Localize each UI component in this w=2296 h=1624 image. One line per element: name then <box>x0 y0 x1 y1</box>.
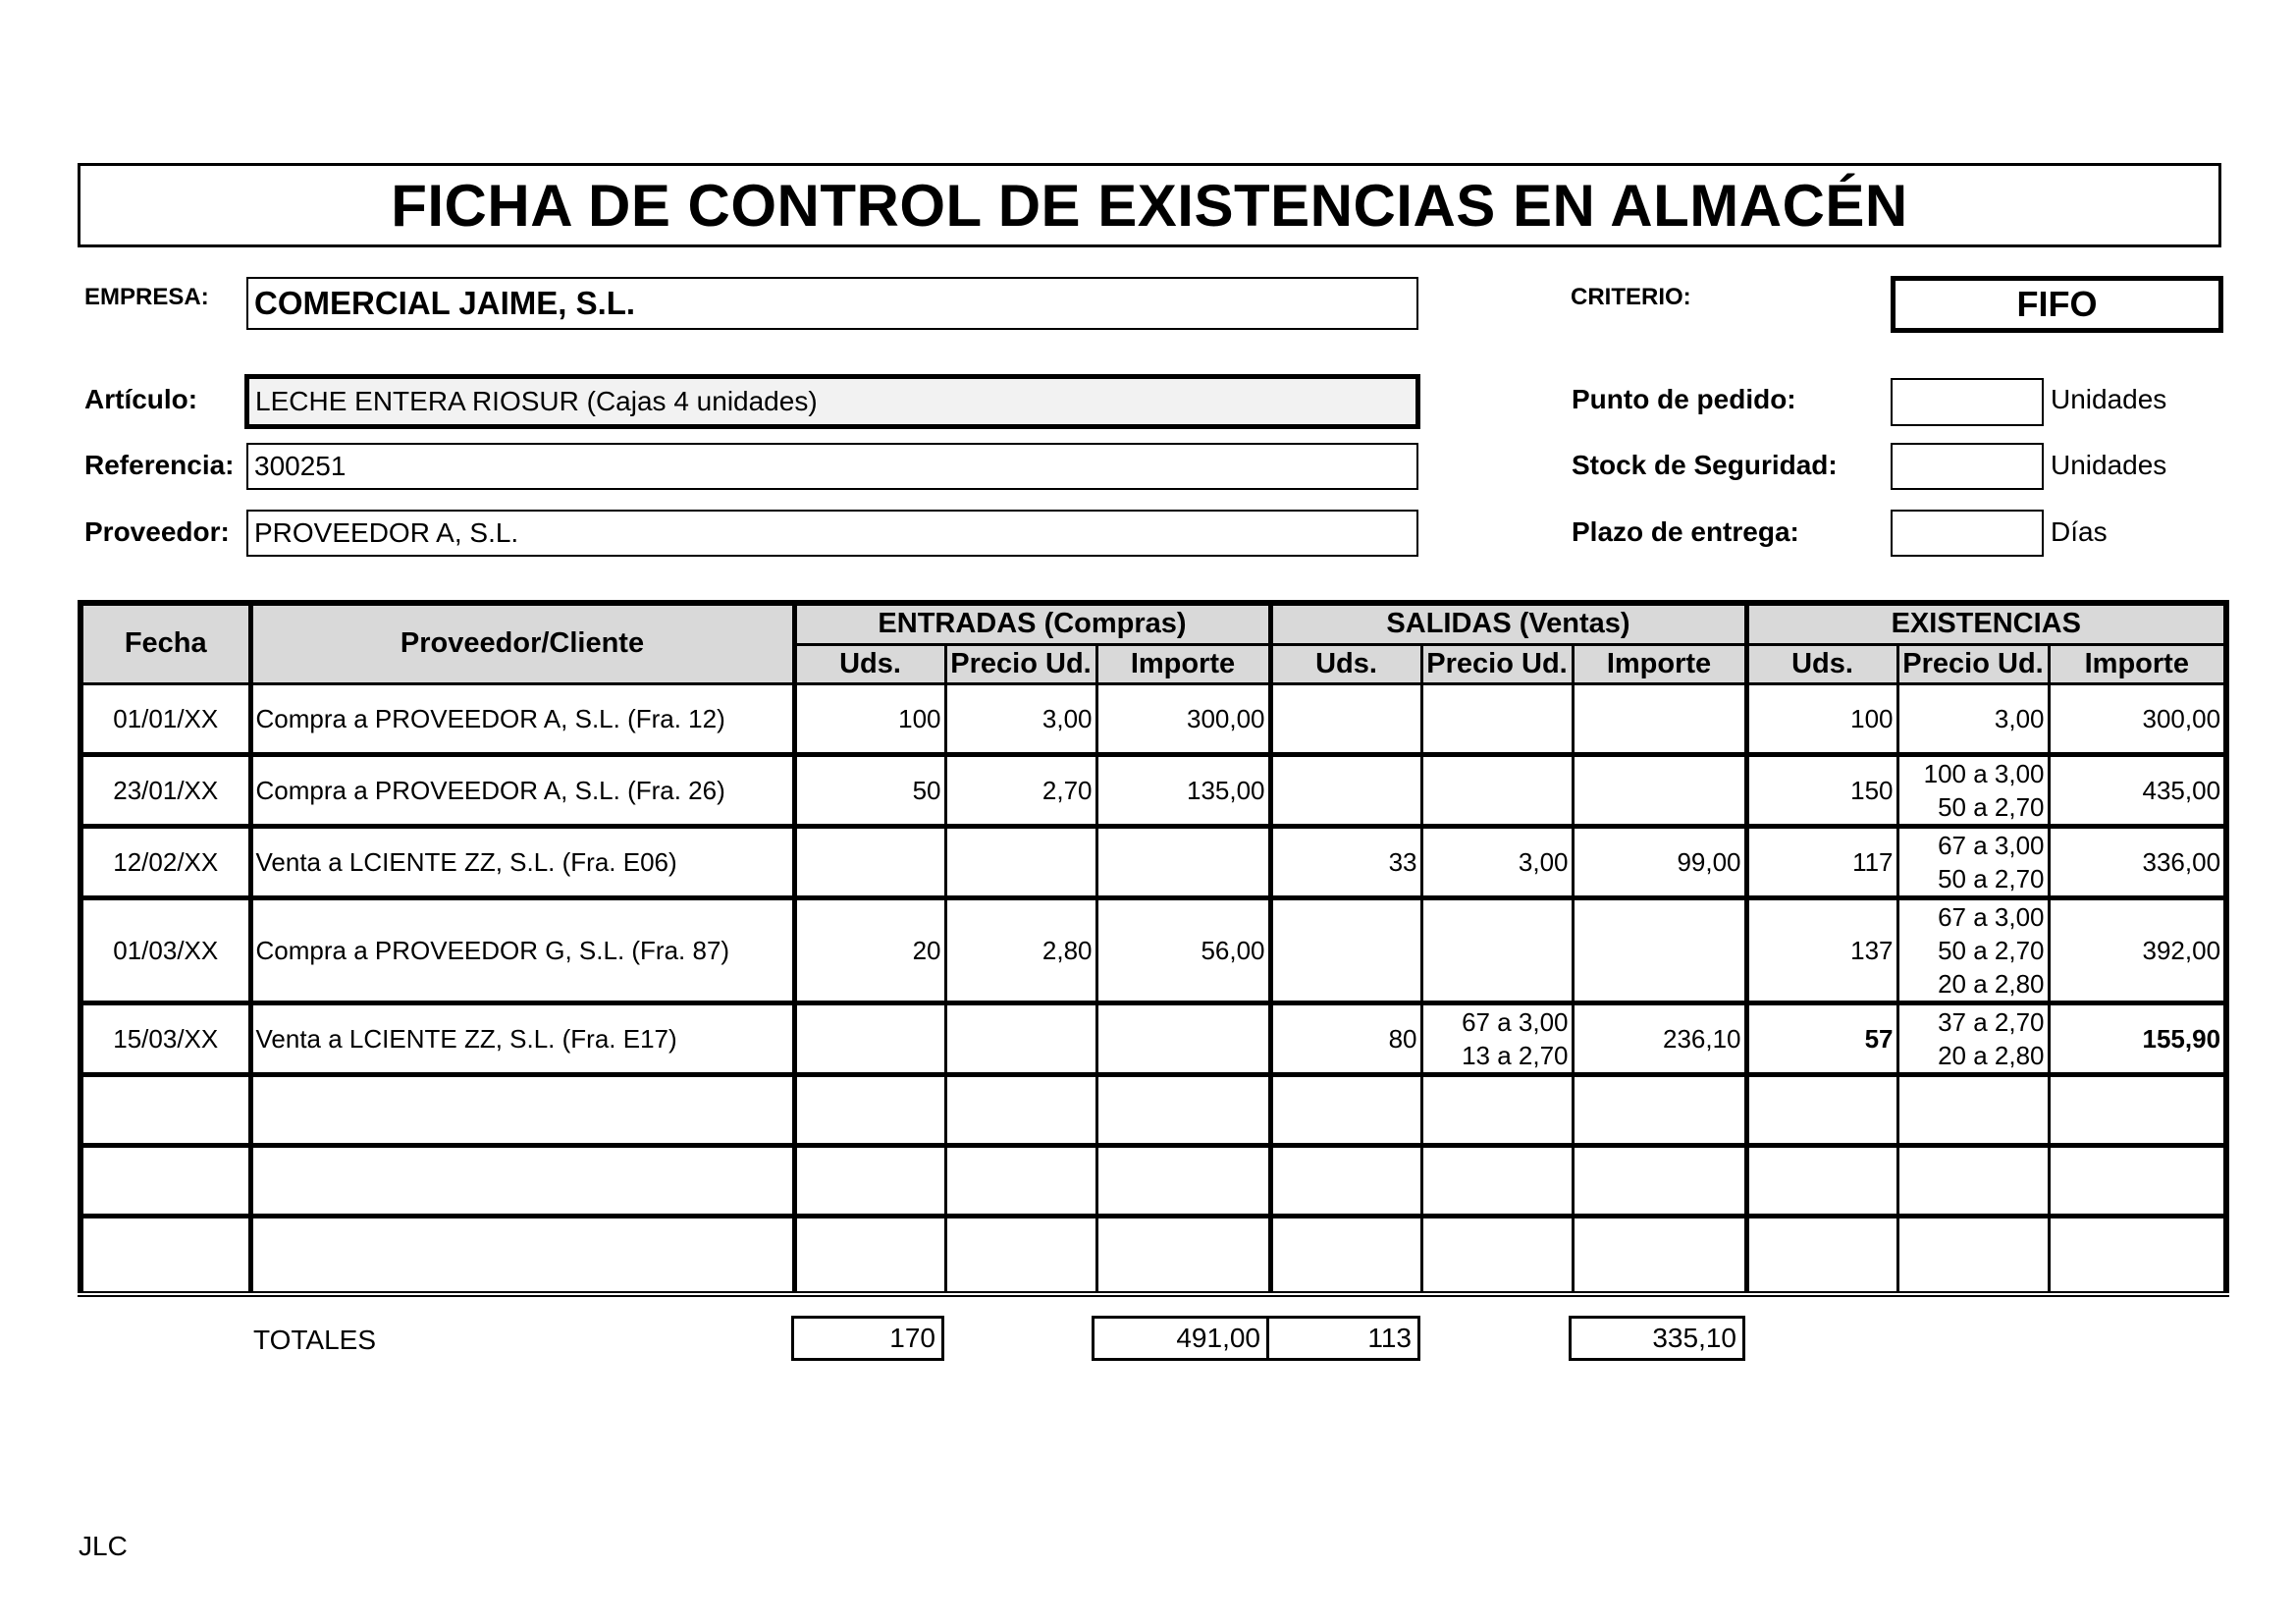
entradas-uds-cell: 50 <box>794 754 945 826</box>
total-entradas-importe: 491,00 <box>1092 1316 1269 1361</box>
header-fecha: Fecha <box>80 603 250 683</box>
entradas-precio-cell <box>945 1002 1096 1074</box>
stock-seguridad-field[interactable] <box>1891 443 2044 490</box>
stock-seguridad-label: Stock de Seguridad: <box>1572 450 1838 480</box>
header-existencias: EXISTENCIAS <box>1746 603 2226 644</box>
entradas-uds-cell: 20 <box>794 897 945 1002</box>
table-body <box>80 683 2226 1294</box>
entradas-uds-cell <box>794 1074 945 1145</box>
entradas-uds-cell <box>794 1216 945 1294</box>
salidas-importe-cell <box>1573 1145 1746 1216</box>
salidas-precio-cell <box>1421 897 1573 1002</box>
plazo-entrega-unit: Días <box>2051 516 2108 547</box>
entradas-importe-cell <box>1096 826 1270 897</box>
table-row-empty <box>80 1074 2226 1145</box>
fecha-cell <box>80 1145 250 1216</box>
proveedor-field[interactable]: PROVEEDOR A, S.L. <box>246 510 1418 557</box>
proveedor-label: Proveedor: <box>84 516 230 547</box>
existencias-precio-cell <box>1897 1145 2049 1216</box>
salidas-precio-cell <box>1421 754 1573 826</box>
entradas-precio-cell: 2,70 <box>945 754 1096 826</box>
articulo-label: Artículo: <box>84 384 198 414</box>
total-salidas-uds: 113 <box>1266 1316 1420 1361</box>
entradas-uds-cell <box>794 1145 945 1216</box>
stock-seguridad-unit: Unidades <box>2051 450 2167 480</box>
salidas-precio-cell <box>1421 683 1573 754</box>
header-proveedor-cliente: Proveedor/Cliente <box>250 603 794 683</box>
table-row <box>80 897 2226 1002</box>
entradas-importe-cell <box>1096 1216 1270 1294</box>
concepto-cell <box>250 1074 794 1145</box>
salidas-importe-cell <box>1573 754 1746 826</box>
existencias-uds-cell: 57 <box>1746 1002 1897 1074</box>
header-ent-importe: Importe <box>1096 644 1270 683</box>
total-salidas-importe: 335,10 <box>1569 1316 1745 1361</box>
existencias-importe-cell: 336,00 <box>2049 826 2226 897</box>
table-row <box>80 754 2226 826</box>
fecha-cell <box>80 1074 250 1145</box>
entradas-importe-cell <box>1096 1002 1270 1074</box>
existencias-uds-cell: 117 <box>1746 826 1897 897</box>
precio-line: 37 a 2,70 <box>1938 1006 2045 1037</box>
existencias-importe-cell: 392,00 <box>2049 897 2226 1002</box>
referencia-field[interactable]: 300251 <box>246 443 1418 490</box>
entradas-uds-cell: 100 <box>794 683 945 754</box>
existencias-importe-cell <box>2049 1074 2226 1145</box>
header-ent-uds: Uds. <box>794 644 945 683</box>
header-entradas: ENTRADAS (Compras) <box>794 603 1270 644</box>
existencias-table <box>78 600 2229 1297</box>
entradas-precio-cell <box>945 826 1096 897</box>
entradas-precio-cell: 2,80 <box>945 897 1096 1002</box>
header-sal-precio: Precio Ud. <box>1421 644 1573 683</box>
existencias-uds-cell <box>1746 1216 1897 1294</box>
precio-line: 67 a 3,00 <box>1462 1006 1569 1037</box>
precio-line: 100 a 3,00 <box>1923 758 2045 788</box>
existencias-uds-cell: 100 <box>1746 683 1897 754</box>
precio-line: 13 a 2,70 <box>1462 1040 1569 1070</box>
salidas-precio-cell <box>1421 1002 1573 1074</box>
salidas-importe-cell <box>1573 1074 1746 1145</box>
salidas-importe-cell <box>1573 683 1746 754</box>
entradas-precio-cell: 3,00 <box>945 683 1096 754</box>
precio-line: 20 a 2,80 <box>1938 968 2045 999</box>
salidas-uds-cell: 80 <box>1270 1002 1421 1074</box>
existencias-importe-cell: 155,90 <box>2049 1002 2226 1074</box>
header-ex-importe: Importe <box>2049 644 2226 683</box>
concepto-cell: Venta a LCIENTE ZZ, S.L. (Fra. E06) <box>250 826 794 897</box>
punto-pedido-label: Punto de pedido: <box>1572 384 1796 414</box>
totales-label: TOTALES <box>253 1325 377 1355</box>
precio-line: 3,00 <box>1994 703 2045 733</box>
empresa-field[interactable]: COMERCIAL JAIME, S.L. <box>246 277 1418 330</box>
entradas-uds-cell <box>794 1002 945 1074</box>
existencias-uds-cell: 137 <box>1746 897 1897 1002</box>
existencias-precio-cell <box>1897 1216 2049 1294</box>
header-sal-importe: Importe <box>1573 644 1746 683</box>
entradas-precio-cell <box>945 1145 1096 1216</box>
existencias-importe-cell: 435,00 <box>2049 754 2226 826</box>
entradas-importe-cell: 135,00 <box>1096 754 1270 826</box>
page-title: FICHA DE CONTROL DE EXISTENCIAS EN ALMACÉN <box>78 163 2221 247</box>
table-row <box>80 683 2226 754</box>
precio-line: 3,00 <box>1518 846 1569 877</box>
entradas-importe-cell <box>1096 1145 1270 1216</box>
salidas-importe-cell: 99,00 <box>1573 826 1746 897</box>
existencias-importe-cell <box>2049 1216 2226 1294</box>
header-ex-precio: Precio Ud. <box>1897 644 2049 683</box>
header-ex-uds: Uds. <box>1746 644 1897 683</box>
fecha-cell: 15/03/XX <box>80 1002 250 1074</box>
criterio-label: CRITERIO: <box>1571 284 1691 310</box>
salidas-precio-cell <box>1421 1074 1573 1145</box>
salidas-uds-cell <box>1270 1145 1421 1216</box>
concepto-cell: Compra a PROVEEDOR G, S.L. (Fra. 87) <box>250 897 794 1002</box>
header-ent-precio: Precio Ud. <box>945 644 1096 683</box>
precio-line: 67 a 3,00 <box>1938 830 2045 860</box>
criterio-field[interactable]: FIFO <box>1891 276 2223 333</box>
referencia-label: Referencia: <box>84 450 235 480</box>
precio-line: 20 a 2,80 <box>1938 1040 2045 1070</box>
table-row <box>80 826 2226 897</box>
salidas-precio-cell <box>1421 1216 1573 1294</box>
total-entradas-uds: 170 <box>791 1316 944 1361</box>
punto-pedido-unit: Unidades <box>2051 384 2167 414</box>
existencias-precio-cell <box>1897 897 2049 1002</box>
concepto-cell <box>250 1145 794 1216</box>
concepto-cell: Compra a PROVEEDOR A, S.L. (Fra. 26) <box>250 754 794 826</box>
salidas-precio-cell <box>1421 1145 1573 1216</box>
header-salidas: SALIDAS (Ventas) <box>1270 603 1746 644</box>
existencias-uds-cell <box>1746 1074 1897 1145</box>
concepto-cell: Venta a LCIENTE ZZ, S.L. (Fra. E17) <box>250 1002 794 1074</box>
plazo-entrega-field[interactable] <box>1891 510 2044 557</box>
entradas-importe-cell: 300,00 <box>1096 683 1270 754</box>
table-row-empty <box>80 1216 2226 1294</box>
existencias-importe-cell: 300,00 <box>2049 683 2226 754</box>
entradas-uds-cell <box>794 826 945 897</box>
entradas-precio-cell <box>945 1074 1096 1145</box>
header-sal-uds: Uds. <box>1270 644 1421 683</box>
salidas-importe-cell <box>1573 1216 1746 1294</box>
precio-line: 67 a 3,00 <box>1938 901 2045 932</box>
precio-line: 50 a 2,70 <box>1938 791 2045 822</box>
articulo-field[interactable]: LECHE ENTERA RIOSUR (Cajas 4 unidades) <box>244 374 1420 429</box>
fecha-cell: 12/02/XX <box>80 826 250 897</box>
concepto-cell <box>250 1216 794 1294</box>
plazo-entrega-label: Plazo de entrega: <box>1572 516 1799 547</box>
punto-pedido-field[interactable] <box>1891 378 2044 426</box>
salidas-uds-cell <box>1270 1216 1421 1294</box>
existencias-importe-cell <box>2049 1145 2226 1216</box>
entradas-importe-cell <box>1096 1074 1270 1145</box>
existencias-precio-cell <box>1897 754 2049 826</box>
existencias-precio-cell <box>1897 1074 2049 1145</box>
fecha-cell: 01/01/XX <box>80 683 250 754</box>
salidas-uds-cell <box>1270 1074 1421 1145</box>
existencias-uds-cell: 150 <box>1746 754 1897 826</box>
fecha-cell: 23/01/XX <box>80 754 250 826</box>
salidas-precio-cell <box>1421 826 1573 897</box>
fecha-cell <box>80 1216 250 1294</box>
salidas-importe-cell: 236,10 <box>1573 1002 1746 1074</box>
entradas-importe-cell: 56,00 <box>1096 897 1270 1002</box>
entradas-precio-cell <box>945 1216 1096 1294</box>
fecha-cell: 01/03/XX <box>80 897 250 1002</box>
table-row-empty <box>80 1145 2226 1216</box>
existencias-precio-cell <box>1897 1002 2049 1074</box>
precio-line: 50 a 2,70 <box>1938 863 2045 893</box>
footer-initials: JLC <box>79 1531 128 1561</box>
salidas-importe-cell <box>1573 897 1746 1002</box>
existencias-uds-cell <box>1746 1145 1897 1216</box>
salidas-uds-cell <box>1270 754 1421 826</box>
salidas-uds-cell <box>1270 897 1421 1002</box>
existencias-precio-cell <box>1897 683 2049 754</box>
concepto-cell: Compra a PROVEEDOR A, S.L. (Fra. 12) <box>250 683 794 754</box>
empresa-label: EMPRESA: <box>84 284 209 310</box>
precio-line: 50 a 2,70 <box>1938 935 2045 965</box>
table-row <box>80 1002 2226 1074</box>
salidas-uds-cell <box>1270 683 1421 754</box>
existencias-precio-cell <box>1897 826 2049 897</box>
salidas-uds-cell: 33 <box>1270 826 1421 897</box>
